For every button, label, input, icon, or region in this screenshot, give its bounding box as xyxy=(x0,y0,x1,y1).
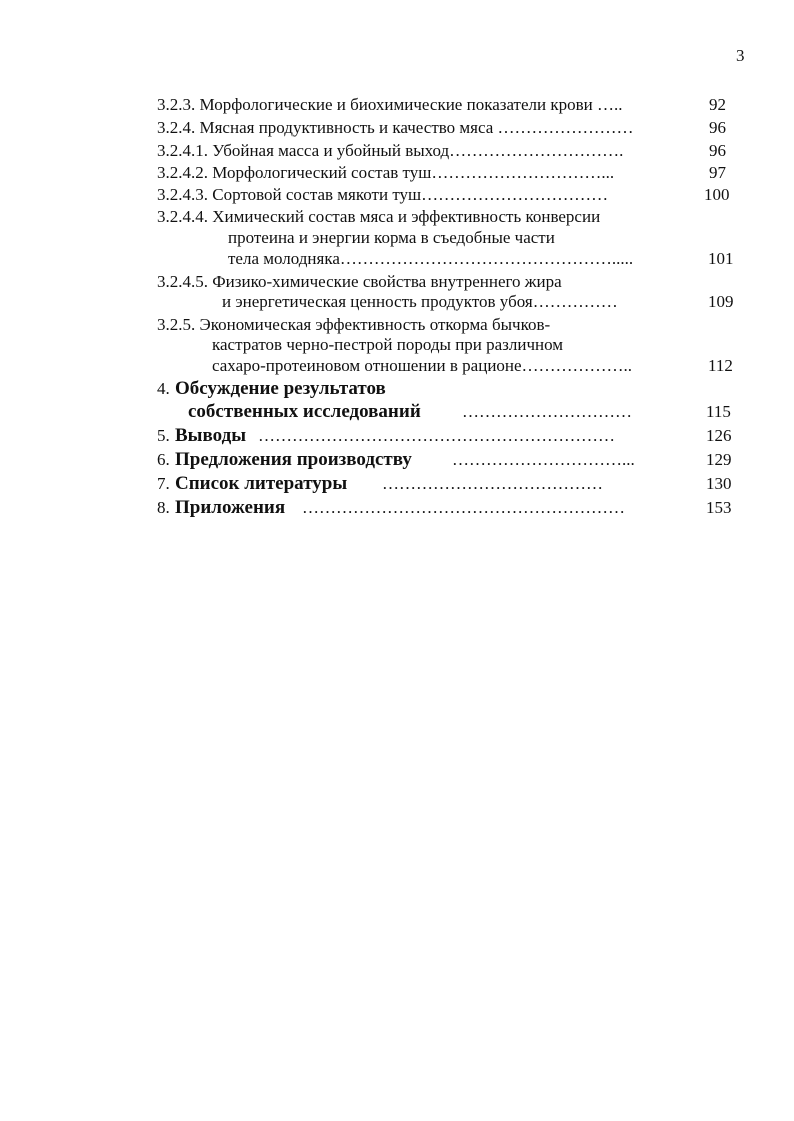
toc-chapter-dots: ………………………… xyxy=(462,402,632,421)
toc-chapter-dots: ………………………………… xyxy=(382,474,603,493)
toc-entry-page: 96 xyxy=(709,141,726,160)
toc-entry-text: протеина и энергии корма в съедобные части xyxy=(228,228,555,247)
toc-entry-text: 3.2.4.2. Морфологический состав туш…………………………... xyxy=(157,163,615,182)
toc-entry-text: кастратов черно-пестрой породы при различном xyxy=(212,335,564,354)
toc-chapter-dots: …………………………... xyxy=(452,450,635,469)
toc-chapter-number: 4. xyxy=(157,379,170,398)
toc-entry-text: 3.2.4.3. Сортовой состав мякоти туш…………………………… xyxy=(157,185,609,204)
toc-entry-page: 97 xyxy=(709,163,726,182)
toc-entry-text: 3.2.4.5. Физико-химические свойства внутреннего жира xyxy=(157,272,562,291)
toc-chapter-title: собственных исследований xyxy=(188,401,421,422)
toc-chapter-number: 8. xyxy=(157,498,170,517)
toc-chapter-title: Список литературы xyxy=(175,473,348,494)
toc-entry-text: 3.2.3. Морфологические и биохимические показатели крови ….. xyxy=(157,95,623,114)
toc-chapter-title: Приложения xyxy=(175,497,286,518)
toc-chapter-page: 130 xyxy=(706,474,732,493)
toc-chapter-page: 126 xyxy=(706,426,732,445)
toc-chapter-page: 115 xyxy=(706,402,731,421)
toc-entry-page: 112 xyxy=(708,356,733,375)
toc-chapter-page: 129 xyxy=(706,450,732,469)
toc-chapter-title: Предложения производству xyxy=(175,449,412,470)
toc-chapter-number: 7. xyxy=(157,474,170,493)
page-number: 3 xyxy=(736,46,745,65)
toc-chapter-title: Выводы xyxy=(175,425,247,446)
toc-chapter-title: Обсуждение результатов xyxy=(175,378,386,399)
toc-entry-text: сахаро-протеиновом отношении в рационе……………….. xyxy=(212,356,633,375)
toc-entry-page: 96 xyxy=(709,118,726,137)
toc-entry-page: 100 xyxy=(704,185,730,204)
toc-entry-page: 101 xyxy=(708,249,734,268)
toc-entry-text: и энергетическая ценность продуктов убоя…………… xyxy=(222,292,618,311)
toc-chapter-number: 6. xyxy=(157,450,170,469)
toc-chapter-number: 5. xyxy=(157,426,170,445)
toc-entry-page: 109 xyxy=(708,292,734,311)
toc-entry-text: тела молодняка…………………………………………..... xyxy=(228,249,634,268)
toc-entry-text: 3.2.5. Экономическая эффективность откорма бычков- xyxy=(157,315,551,334)
toc-chapter-dots: ………………………………………………… xyxy=(302,498,625,517)
toc-chapter-page: 153 xyxy=(706,498,732,517)
toc-entry-text: 3.2.4.4. Химический состав мяса и эффективность конверсии xyxy=(157,207,601,226)
toc-chapter-dots: ……………………………………………………… xyxy=(258,426,615,445)
toc-entry-text: 3.2.4.1. Убойная масса и убойный выход…………………………. xyxy=(157,141,624,160)
toc-entry-text: 3.2.4. Мясная продуктивность и качество мяса …………………… xyxy=(157,118,634,137)
toc-entry-page: 92 xyxy=(709,95,726,114)
